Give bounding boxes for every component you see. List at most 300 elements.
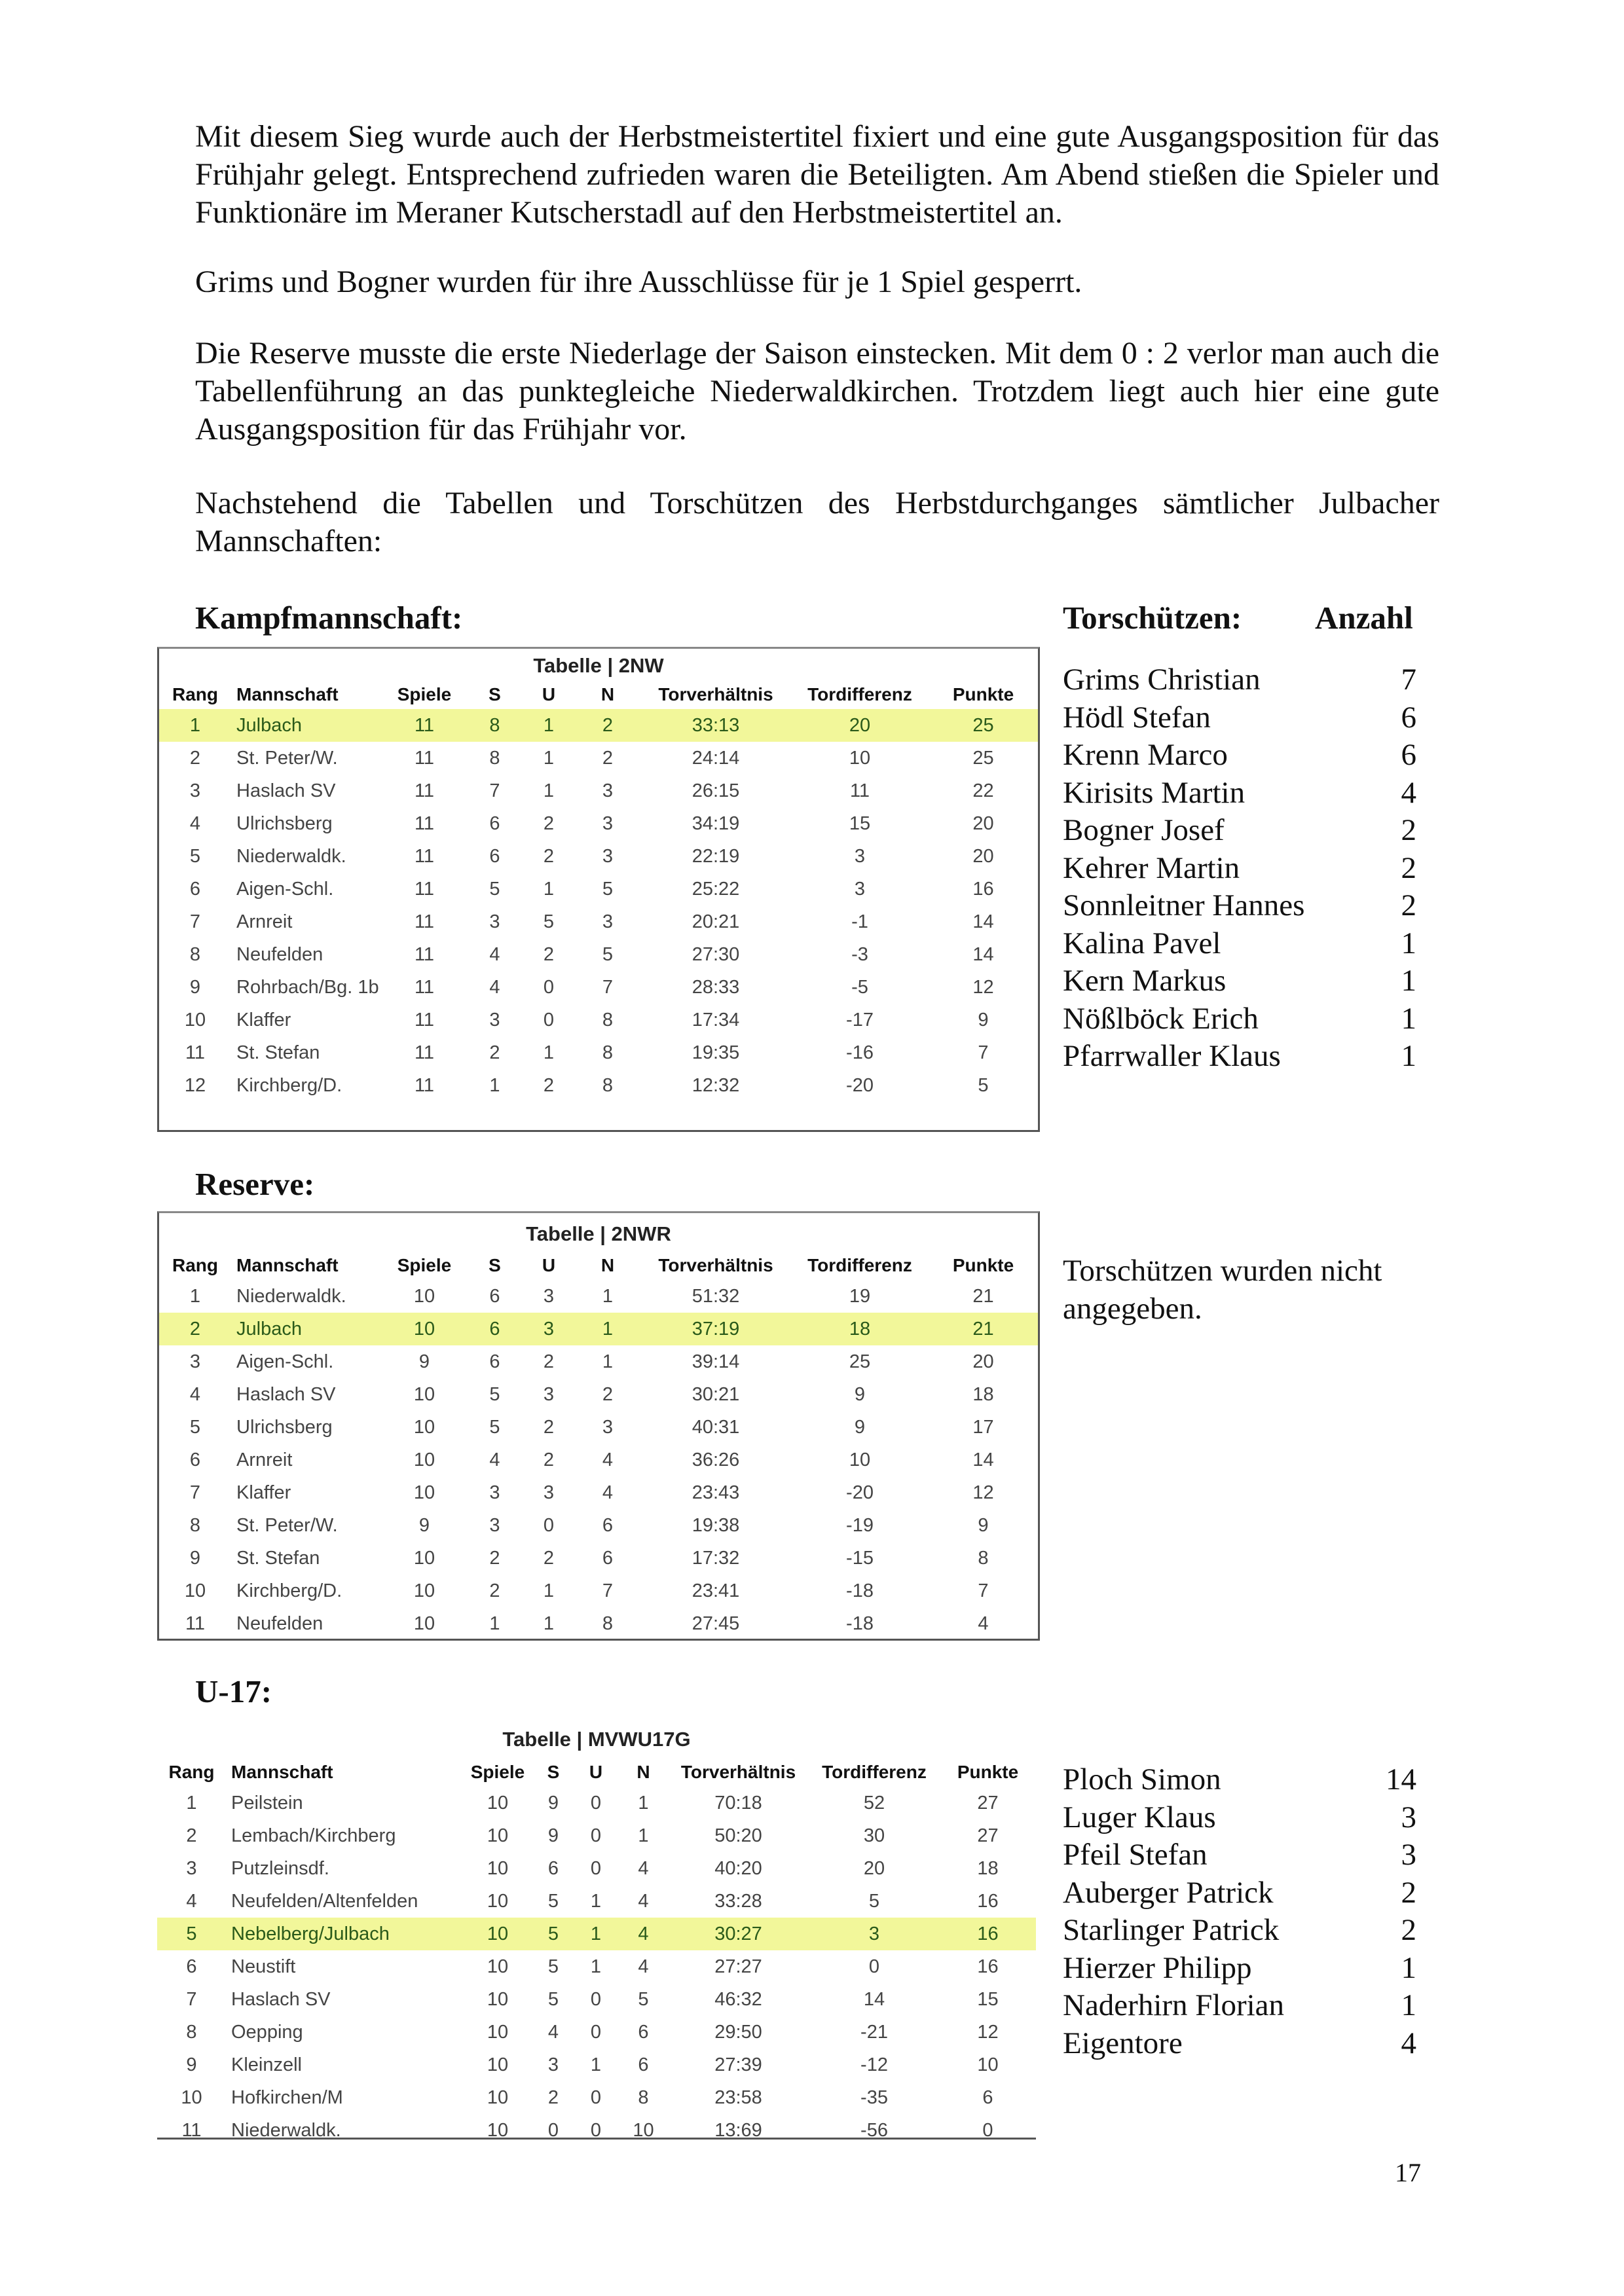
table-cell: 8 <box>467 709 523 742</box>
table-cell: 6 <box>189 1449 201 1470</box>
table-cell: Arnreit <box>236 911 293 932</box>
column-header: Tordifferenz <box>822 1762 927 1782</box>
table-cell: Aigen-Schl. <box>236 879 334 900</box>
table-cell: 4 <box>602 1449 614 1470</box>
scorer-row <box>1063 1799 1416 1837</box>
table-cell: 10 <box>413 1417 435 1438</box>
table-cell: 17:32 <box>692 1548 740 1569</box>
table-cell: 6 <box>489 1286 500 1307</box>
table-cell: 11 <box>185 1042 206 1063</box>
scorer-name: Kalina Pavel <box>1063 926 1221 960</box>
heading-torschuetzen: Torschützen: <box>1063 600 1242 636</box>
table-cell: -5 <box>851 977 868 998</box>
heading-kampfmannschaft: Kampfmannschaft: <box>195 600 463 636</box>
table-cell: 1 <box>543 1042 555 1063</box>
table-cell: 2 <box>575 709 640 742</box>
scorer-count: 1 <box>1401 1950 1416 1985</box>
table-cell: 5 <box>157 1918 226 1950</box>
scorer-row <box>1063 1761 1416 1799</box>
table-cell: 2 <box>543 813 555 834</box>
scorer-row <box>1063 1912 1416 1950</box>
table-cell: 4 <box>189 813 201 834</box>
table-cell: 1 <box>189 1286 201 1307</box>
table-u17 <box>157 1719 1036 2140</box>
table-row <box>159 1476 1038 1509</box>
table-cell: 16 <box>972 879 994 900</box>
table-cell: 8 <box>638 2087 649 2108</box>
table-cell: 5 <box>638 1989 649 2010</box>
table-cell: 1 <box>602 1351 614 1372</box>
table-row <box>157 1787 1036 1819</box>
table-title: Tabelle | 2NW <box>533 654 664 677</box>
heading-reserve: Reserve: <box>195 1166 315 1202</box>
table-cell: 1 <box>575 1313 640 1345</box>
table-cell: 1 <box>590 2054 602 2075</box>
column-header: Spiele <box>470 1762 525 1782</box>
table-cell: 0 <box>590 1825 602 1846</box>
table-cell: 5 <box>547 1956 559 1977</box>
scorer-count: 6 <box>1401 738 1416 772</box>
table-cell: -18 <box>846 1613 874 1634</box>
table-row <box>159 1542 1038 1575</box>
table-cell: 5 <box>547 1891 559 1912</box>
column-header: N <box>600 684 615 704</box>
table-cell: Klaffer <box>236 1482 291 1503</box>
table-cell: 10 <box>413 1548 435 1569</box>
table-cell: 12 <box>972 977 994 998</box>
table-cell: Haslach SV <box>231 1989 331 2010</box>
table-cell: 3 <box>543 1482 555 1503</box>
table-cell: 1 <box>543 879 555 900</box>
scorer-row <box>1063 1000 1416 1038</box>
table-cell: 3 <box>602 1417 614 1438</box>
table-cell: 0 <box>543 977 555 998</box>
table-cell: 20 <box>972 813 994 834</box>
table-cell: 27:27 <box>714 1956 762 1977</box>
table-cell: 50:20 <box>714 1825 762 1846</box>
scorer-row <box>1063 699 1416 737</box>
table-cell: 5 <box>547 1989 559 2010</box>
table-cell: 1 <box>590 1956 602 1977</box>
table-cell: 3 <box>854 879 866 900</box>
scorer-count: 14 <box>1386 1762 1416 1796</box>
table-cell: 19:35 <box>692 1042 740 1063</box>
table-cell: Kirchberg/D. <box>236 1075 342 1096</box>
table-cell: 10 <box>849 1449 871 1470</box>
table-row <box>157 1918 1036 1950</box>
table-cell: 8 <box>602 1010 614 1030</box>
table-cell: 2 <box>543 1351 555 1372</box>
column-header: S <box>547 1762 560 1782</box>
table-cell: 14 <box>972 944 994 965</box>
table-cell: 30 <box>863 1825 885 1846</box>
table-cell: 5 <box>189 1417 201 1438</box>
table-cell: 6 <box>189 879 201 900</box>
table-cell: 18 <box>972 1384 994 1405</box>
scorer-row <box>1063 1950 1416 1988</box>
table-cell: 25:22 <box>692 879 740 900</box>
table-cell: 9 <box>978 1010 989 1030</box>
table-header-row <box>159 1251 1038 1280</box>
table-cell: 10 <box>487 1891 509 1912</box>
table-row <box>157 2016 1036 2049</box>
table-cell: 9 <box>418 1351 430 1372</box>
table-cell: 0 <box>547 2120 559 2141</box>
table-cell: 11 <box>414 748 435 769</box>
table-cell: Klaffer <box>236 1010 291 1030</box>
scorer-row <box>1063 1836 1416 1874</box>
table-cell: 1 <box>186 1793 197 1813</box>
table-row <box>157 1885 1036 1918</box>
column-header: U <box>542 684 556 704</box>
column-header: Spiele <box>397 1255 452 1275</box>
column-header: Spiele <box>397 684 452 704</box>
table-cell: Haslach SV <box>236 1384 336 1405</box>
table-cell: 4 <box>619 1918 668 1950</box>
table-cell: 16 <box>977 1956 999 1977</box>
table-cell: 52 <box>863 1793 885 1813</box>
scorer-name: Pfeil Stefan <box>1063 1838 1208 1872</box>
table-cell: Peilstein <box>231 1793 303 1813</box>
table-row <box>159 1509 1038 1542</box>
table-cell: Ulrichsberg <box>236 1417 333 1438</box>
table-row <box>157 2049 1036 2081</box>
table-cell: 0 <box>543 1010 555 1030</box>
table-cell: -17 <box>846 1010 874 1030</box>
table-row <box>159 1345 1038 1378</box>
table-cell: 8 <box>602 1613 614 1634</box>
column-header: Tordifferenz <box>807 684 912 704</box>
table-cell: 2 <box>489 1042 500 1063</box>
table-cell: 1 <box>602 1286 614 1307</box>
table-cell: 6 <box>186 1956 197 1977</box>
table-cell: 27 <box>977 1825 999 1846</box>
table-row <box>159 1575 1038 1607</box>
column-header: Mannschaft <box>231 1762 333 1782</box>
table-cell: 10 <box>462 1918 534 1950</box>
table-cell: 2 <box>489 1548 500 1569</box>
table-cell: Neufelden <box>236 944 323 965</box>
scorer-count: 1 <box>1401 964 1416 998</box>
table-row <box>159 971 1038 1004</box>
table-cell: 40:31 <box>692 1417 740 1438</box>
table-cell: 1 <box>543 1580 555 1601</box>
scorer-count: 7 <box>1401 663 1416 697</box>
table-cell: 9 <box>547 1793 559 1813</box>
table-cell: 15 <box>977 1989 999 2010</box>
table-cell: 4 <box>978 1613 989 1634</box>
scorer-count: 1 <box>1401 1039 1416 1073</box>
table-cell: 4 <box>602 1482 614 1503</box>
table-cell: 12:32 <box>692 1075 740 1096</box>
paragraph-herbstmeister: Mit diesem Sieg wurde auch der Herbstmeistertitel fixiert und eine gute Ausgangsposition für das Frühjahr gelegt. Entsprechend zufrieden waren die Beteiligten. Am Abend stießen die Spieler und Funktionäre im Meraner Kutscherstadl auf den Herbstmeistertitel an. <box>195 119 1439 230</box>
table-cell: 10 <box>487 1793 509 1813</box>
table-cell: 10 <box>487 2087 509 2108</box>
table-row <box>159 1607 1038 1640</box>
table-cell: 20:21 <box>692 911 740 932</box>
table-cell: 5 <box>978 1075 989 1096</box>
scorer-name: Starlinger Patrick <box>1063 1913 1280 1947</box>
table-cell: Julbach <box>231 709 382 742</box>
table-cell: 11 <box>414 1075 435 1096</box>
table-cell: 13:69 <box>714 2120 762 2141</box>
table-cell: Kleinzell <box>231 2054 302 2075</box>
table-row <box>159 774 1038 807</box>
table-cell: 3 <box>547 2054 559 2075</box>
table-cell: 4 <box>489 977 500 998</box>
table-cell: -19 <box>846 1515 874 1536</box>
scorer-row <box>1063 661 1416 699</box>
table-cell: 3 <box>602 813 614 834</box>
scorer-name: Luger Klaus <box>1063 1800 1216 1834</box>
table-cell: 0 <box>590 1989 602 2010</box>
table-cell: 6 <box>467 1313 523 1345</box>
table-cell: 11 <box>414 1042 435 1063</box>
table-cell: 21 <box>929 1313 1038 1345</box>
scorer-row <box>1063 925 1416 963</box>
table-cell: 1 <box>543 748 555 769</box>
table-row <box>159 1069 1038 1102</box>
scorer-row <box>1063 1038 1416 1076</box>
table-cell: 10 <box>487 1858 509 1879</box>
table-cell: 5 <box>489 1417 500 1438</box>
scorer-row <box>1063 850 1416 888</box>
scorer-name: Hierzer Philipp <box>1063 1950 1252 1985</box>
table-cell: 15 <box>849 813 871 834</box>
table-cell: 11 <box>414 879 435 900</box>
table-cell: 3 <box>489 1515 500 1536</box>
table-cell: 6 <box>602 1515 614 1536</box>
table-cell: 9 <box>189 977 201 998</box>
table-cell: 4 <box>489 1449 500 1470</box>
table-cell: 21 <box>972 1286 994 1307</box>
scorer-name: Ploch Simon <box>1063 1762 1221 1796</box>
table-cell: 3 <box>489 1482 500 1503</box>
table-cell: 10 <box>633 2120 654 2141</box>
table-cell: 4 <box>489 944 500 965</box>
table-cell: 10 <box>413 1613 435 1634</box>
table-cell: 8 <box>602 1042 614 1063</box>
table-cell: -21 <box>860 2022 888 2043</box>
table-cell: 12 <box>184 1075 206 1096</box>
table-cell: St. Stefan <box>236 1042 320 1063</box>
table-cell: 0 <box>868 1956 880 1977</box>
table-cell: 11 <box>849 780 870 801</box>
table-cell: 2 <box>543 1075 555 1096</box>
table-cell: 3 <box>543 1384 555 1405</box>
column-header: Tordifferenz <box>807 1255 912 1275</box>
table-row <box>159 1411 1038 1444</box>
table-cell: 17:34 <box>692 1010 740 1030</box>
table-cell: Arnreit <box>236 1449 293 1470</box>
table-cell: 10 <box>184 1010 206 1030</box>
table-cell: 9 <box>547 1825 559 1846</box>
table-row <box>159 742 1038 774</box>
scorer-name: Auberger Patrick <box>1063 1875 1274 1910</box>
table-row <box>159 840 1038 873</box>
page-number: 17 <box>1395 2158 1421 2187</box>
table-row <box>157 1950 1036 1983</box>
table-cell: 11 <box>382 709 467 742</box>
paragraph-sperren: Grims und Bogner wurden für ihre Ausschlüsse für je 1 Spiel gesperrt. <box>195 264 1082 299</box>
table-reserve <box>157 1211 1040 1641</box>
column-header: Mannschaft <box>236 1255 339 1275</box>
paragraph-tabellen-intro: Nachstehend die Tabellen und Torschützen des Herbstdurchganges sämtlicher Julbacher Mannschaften: <box>195 486 1439 558</box>
scorer-row <box>1063 887 1416 925</box>
table-cell: 1 <box>638 1825 649 1846</box>
scorer-count: 3 <box>1401 1838 1416 1872</box>
table-cell: 8 <box>489 748 500 769</box>
table-cell: Putzleinsdf. <box>231 1858 329 1879</box>
table-cell: 4 <box>638 1891 649 1912</box>
table-cell: 27:45 <box>692 1613 740 1634</box>
table-cell: 30:27 <box>668 1918 809 1950</box>
table-row <box>157 1852 1036 1885</box>
table-cell: 9 <box>418 1515 430 1536</box>
table-cell: 10 <box>487 2022 509 2043</box>
scorer-name: Grims Christian <box>1063 663 1261 697</box>
table-row <box>159 807 1038 840</box>
table-cell: 7 <box>189 911 201 932</box>
table-title: Tabelle | 2NWR <box>526 1222 671 1245</box>
table-cell: 39:14 <box>692 1351 740 1372</box>
table-cell: 4 <box>186 1891 197 1912</box>
table-cell: Hofkirchen/M <box>231 2087 343 2108</box>
table-cell: Neustift <box>231 1956 296 1977</box>
table-row <box>159 1444 1038 1476</box>
table-cell: 0 <box>590 1793 602 1813</box>
table-cell: 23:41 <box>692 1580 740 1601</box>
table-cell: 6 <box>547 1858 559 1879</box>
table-cell: 28:33 <box>692 977 740 998</box>
table-cell: 30:21 <box>692 1384 740 1405</box>
table-cell: 27 <box>977 1793 999 1813</box>
table-cell: 11 <box>414 780 435 801</box>
column-header: Torverhältnis <box>680 1762 796 1782</box>
scorer-name: Sonnleitner Hannes <box>1063 888 1305 922</box>
table-cell: 17 <box>972 1417 994 1438</box>
table-cell: 20 <box>863 1858 885 1879</box>
table-cell: 20 <box>791 709 929 742</box>
table-cell: 16 <box>940 1918 1036 1950</box>
table-cell: 25 <box>972 748 994 769</box>
scorer-count: 2 <box>1401 888 1416 922</box>
column-header: Rang <box>172 1255 218 1275</box>
table-cell: 10 <box>487 2054 509 2075</box>
table-cell: 19:38 <box>692 1515 740 1536</box>
table-cell: 26:15 <box>692 780 740 801</box>
table-cell: -20 <box>846 1075 874 1096</box>
table-cell: 3 <box>189 780 201 801</box>
scorer-name: Hödl Stefan <box>1063 700 1211 735</box>
table-cell: 11 <box>414 911 435 932</box>
table-cell: 22 <box>972 780 994 801</box>
table-cell: 33:28 <box>714 1891 762 1912</box>
table-cell: 2 <box>547 2087 559 2108</box>
league-table <box>157 1758 1036 2147</box>
table-cell: 6 <box>982 2087 993 2108</box>
scorer-count: 2 <box>1401 850 1416 885</box>
league-table <box>159 1251 1038 1640</box>
table-cell: 3 <box>602 846 614 867</box>
table-cell: 2 <box>602 748 614 769</box>
table-cell: 0 <box>543 1515 555 1536</box>
table-cell: 7 <box>489 780 500 801</box>
table-cell: 3 <box>523 1313 575 1345</box>
table-cell: 3 <box>809 1918 940 1950</box>
column-header: S <box>489 684 501 704</box>
scorer-name: Kehrer Martin <box>1063 850 1240 885</box>
table-cell: 5 <box>602 944 614 965</box>
table-cell: 2 <box>602 1384 614 1405</box>
table-cell: 5 <box>189 846 201 867</box>
table-cell: 10 <box>487 2120 509 2141</box>
scorer-row <box>1063 2025 1416 2063</box>
table-cell: -3 <box>851 944 868 965</box>
column-header: N <box>637 1762 650 1782</box>
table-cell: -18 <box>846 1580 874 1601</box>
scorer-row <box>1063 1987 1416 2025</box>
table-cell: 5 <box>543 911 555 932</box>
column-header: Punkte <box>957 1762 1019 1782</box>
table-cell: 10 <box>181 2087 202 2108</box>
table-cell: 7 <box>602 1580 614 1601</box>
table-cell: 7 <box>186 1989 197 2010</box>
table-cell: -16 <box>846 1042 874 1063</box>
table-cell: -15 <box>846 1548 874 1569</box>
table-cell: 1 <box>573 1918 619 1950</box>
table-cell: 9 <box>854 1417 866 1438</box>
table-cell: 24:14 <box>692 748 740 769</box>
column-header: Rang <box>172 684 218 704</box>
table-cell: 27:39 <box>714 2054 762 2075</box>
table-cell: 10 <box>487 1989 509 2010</box>
table-cell: 1 <box>543 780 555 801</box>
table-cell: 10 <box>849 748 871 769</box>
table-cell: 1 <box>590 1891 602 1912</box>
table-cell: 7 <box>189 1482 201 1503</box>
table-cell: 5 <box>868 1891 880 1912</box>
table-cell: 20 <box>972 846 994 867</box>
table-cell: 8 <box>189 1515 201 1536</box>
table-cell: 11 <box>181 2120 202 2141</box>
table-cell: 5 <box>489 1384 500 1405</box>
scorer-row <box>1063 1874 1416 1912</box>
table-row <box>159 1004 1038 1036</box>
table-cell: 6 <box>489 846 500 867</box>
table-cell: 7 <box>978 1042 989 1063</box>
table-cell: 4 <box>638 1956 649 1977</box>
table-cell: 6 <box>638 2022 649 2043</box>
table-cell: 70:18 <box>714 1793 762 1813</box>
table-cell: 0 <box>590 1858 602 1879</box>
scorers-list-kampfmannschaft <box>1063 661 1416 1076</box>
table-cell: St. Peter/W. <box>236 1515 338 1536</box>
table-cell: 3 <box>186 1858 197 1879</box>
table-cell: 1 <box>523 709 575 742</box>
table-cell: 40:20 <box>714 1858 762 1879</box>
table-cell: 3 <box>602 911 614 932</box>
table-cell: Ulrichsberg <box>236 813 333 834</box>
table-cell: 18 <box>977 1858 999 1879</box>
table-cell: Julbach <box>231 1313 382 1345</box>
table-cell: 3 <box>489 911 500 932</box>
table-cell: 3 <box>489 1010 500 1030</box>
table-cell: 10 <box>413 1449 435 1470</box>
table-cell: 6 <box>489 813 500 834</box>
table-cell: 7 <box>602 977 614 998</box>
table-cell: 12 <box>977 2022 999 2043</box>
